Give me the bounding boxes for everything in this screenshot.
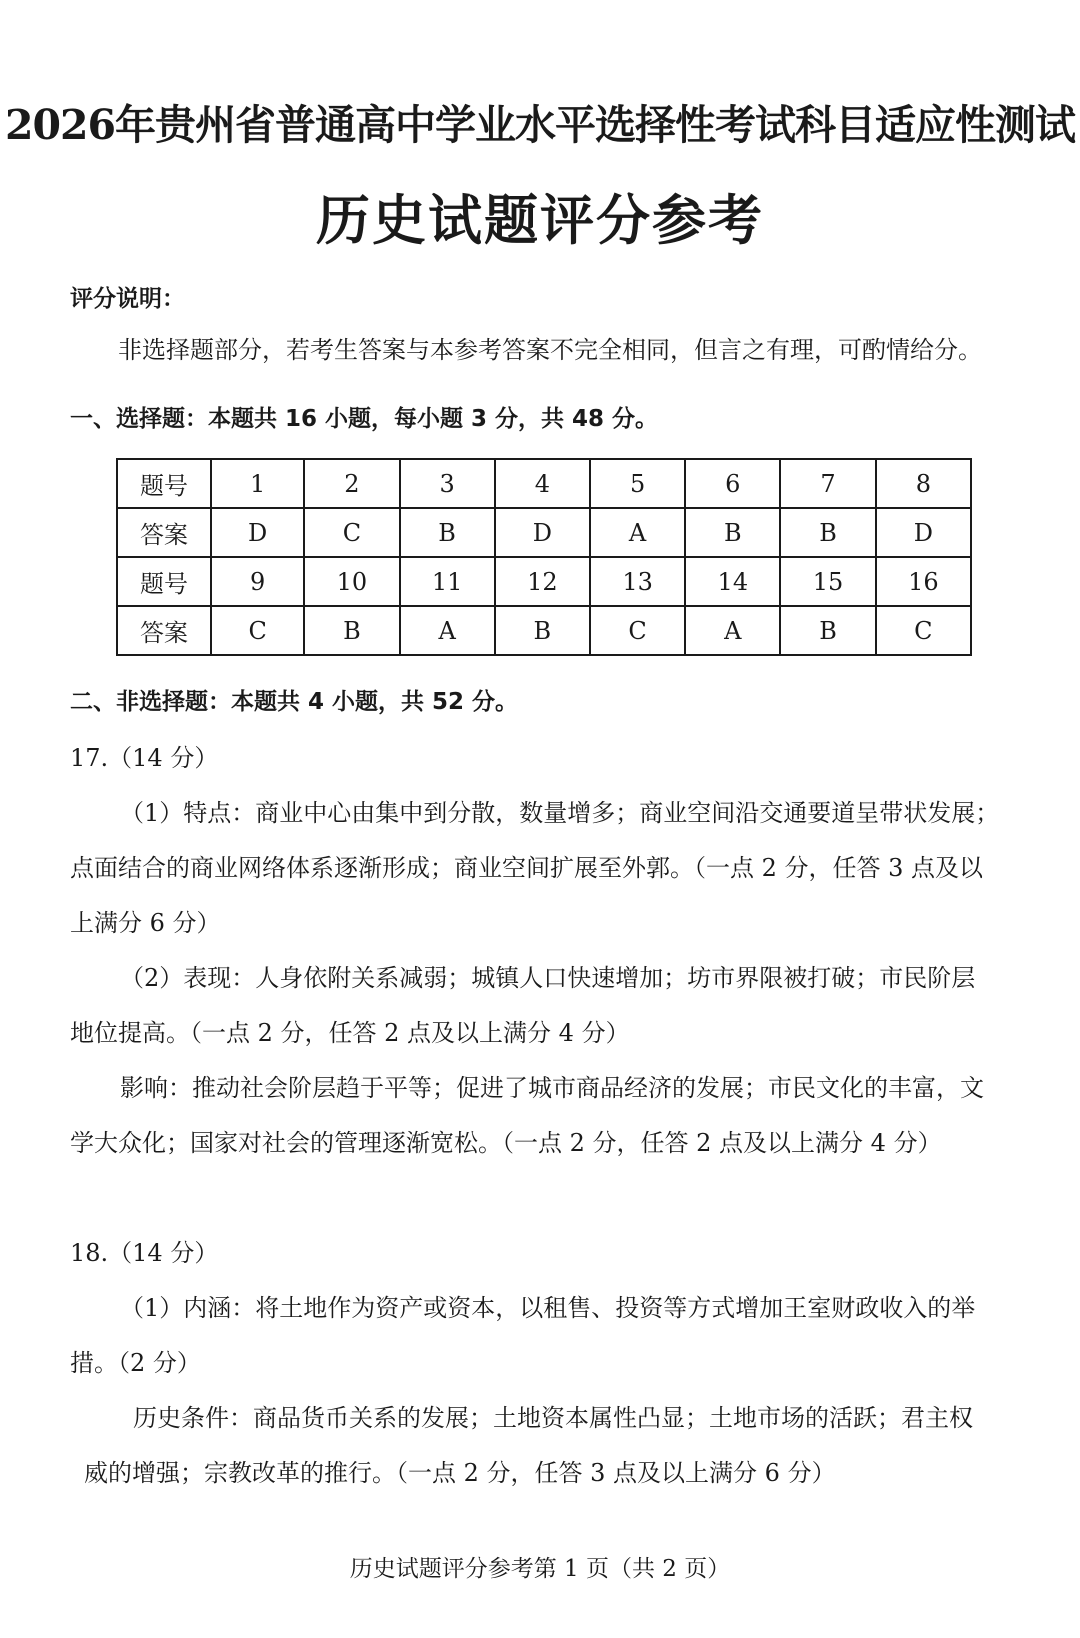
answer-table-cell: 11 xyxy=(400,557,495,606)
answer-table-row xyxy=(117,606,971,655)
answer-table-cell: 6 xyxy=(685,459,780,508)
answer-table-cell: B xyxy=(400,508,495,557)
answer-table-cell: 14 xyxy=(685,557,780,606)
answer-table-row-label: 答案 xyxy=(117,606,211,655)
page-footer: 历史试题评分参考第 1 页（共 2 页） xyxy=(349,1556,731,1582)
answer-table-cell: A xyxy=(685,606,780,655)
answer-table-cell: 13 xyxy=(590,557,685,606)
q17-part3-line2: 学大众化；国家对社会的管理逐渐宽松。（一点 2 分，任答 2 点及以上满分 4 分） xyxy=(70,1129,942,1157)
answer-table-cell: D xyxy=(495,508,590,557)
answer-table-row-label: 题号 xyxy=(117,459,211,508)
answer-table-cell: 16 xyxy=(876,557,971,606)
q18-label: 18.（14 分） xyxy=(70,1239,219,1267)
q18-part2-line1: 历史条件：商品货币关系的发展；土地资本属性凸显；土地市场的活跃；君主权 xyxy=(133,1404,973,1432)
scoring-notes-heading: 评分说明： xyxy=(70,286,185,312)
answer-table-row xyxy=(117,557,971,606)
exam-title: 2026年贵州省普通高中学业水平选择性考试科目适应性测试 xyxy=(4,101,1076,149)
answer-table-cell: C xyxy=(590,606,685,655)
answer-table-cell: B xyxy=(685,508,780,557)
answer-table-cell: 15 xyxy=(780,557,875,606)
answer-table-cell: B xyxy=(495,606,590,655)
answer-table-cell: 5 xyxy=(590,459,685,508)
answer-table-cell: 2 xyxy=(304,459,399,508)
q17-part2-line2: 地位提高。（一点 2 分，任答 2 点及以上满分 4 分） xyxy=(70,1019,630,1047)
q17-label: 17.（14 分） xyxy=(70,744,219,772)
answer-table-row-label: 答案 xyxy=(117,508,211,557)
answer-table-row xyxy=(117,508,971,557)
q18-part1-line2: 措。（2 分） xyxy=(70,1349,201,1377)
answer-table-cell: 12 xyxy=(495,557,590,606)
answer-table-row xyxy=(117,459,971,508)
answer-table-cell: B xyxy=(780,508,875,557)
answer-table-cell: B xyxy=(780,606,875,655)
answer-table-cell: A xyxy=(400,606,495,655)
answer-table-cell: D xyxy=(876,508,971,557)
section2-heading: 二、非选择题：本题共 4 小题，共 52 分。 xyxy=(70,689,519,715)
answer-table-cell: D xyxy=(211,508,304,557)
answer-table-cell: 1 xyxy=(211,459,304,508)
answer-table-cell: B xyxy=(304,606,399,655)
answer-table-row-label: 题号 xyxy=(117,557,211,606)
answer-table xyxy=(116,458,972,656)
q18-part2-line2: 威的增强；宗教改革的推行。（一点 2 分，任答 3 点及以上满分 6 分） xyxy=(84,1459,836,1487)
q17-part2-line1: （2）表现：人身依附关系减弱；城镇人口快速增加；坊市界限被打破；市民阶层 xyxy=(120,964,976,992)
scoring-notes-text: 非选择题部分，若考生答案与本参考答案不完全相同，但言之有理，可酌情给分。 xyxy=(118,336,982,364)
q18-part1-line1: （1）内涵：将土地作为资产或资本，以租售、投资等方式增加王室财政收入的举 xyxy=(120,1294,976,1322)
q17-part1-line2: 点面结合的商业网络体系逐渐形成；商业空间扩展至外郭。（一点 2 分，任答 3 点及以 xyxy=(70,854,984,882)
answer-table-cell: 4 xyxy=(495,459,590,508)
answer-table-cell: C xyxy=(304,508,399,557)
q17-part1-line1: （1）特点：商业中心由集中到分散，数量增多；商业空间沿交通要道呈带状发展； xyxy=(120,799,1000,827)
answer-table-cell: 10 xyxy=(304,557,399,606)
answer-table-cell: C xyxy=(876,606,971,655)
answer-table-cell: 8 xyxy=(876,459,971,508)
answer-table-cell: 9 xyxy=(211,557,304,606)
answer-table-cell: 3 xyxy=(400,459,495,508)
document-subtitle: 历史试题评分参考 xyxy=(316,189,764,252)
answer-table-cell: 7 xyxy=(780,459,875,508)
section1-heading: 一、选择题：本题共 16 小题，每小题 3 分，共 48 分。 xyxy=(70,406,659,432)
q17-part1-line3: 上满分 6 分） xyxy=(70,909,221,937)
answer-table-cell: A xyxy=(590,508,685,557)
q17-part3-line1: 影响：推动社会阶层趋于平等；促进了城市商品经济的发展；市民文化的丰富，文 xyxy=(120,1074,984,1102)
answer-table-cell: C xyxy=(211,606,304,655)
